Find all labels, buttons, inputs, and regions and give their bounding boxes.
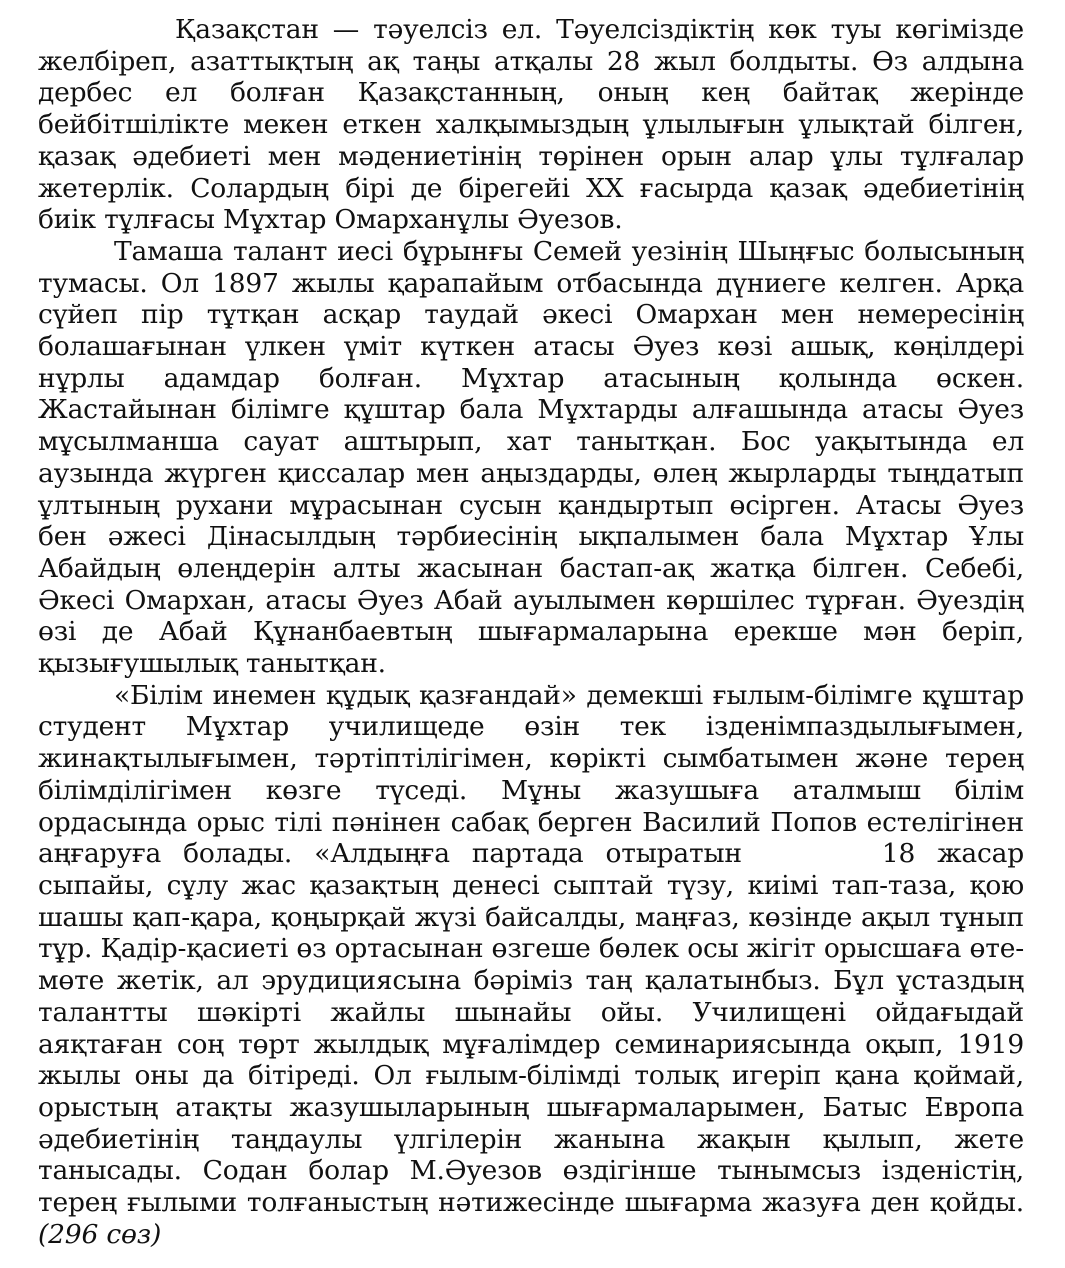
word-count: (296 сөз) <box>38 1218 162 1250</box>
paragraph-intro <box>38 14 1024 236</box>
paragraph-biography-text: Тамаша талант иесі бұрынғы Семей уезінің Шыңғыс болысының тумасы. Ол 1897 жылы қарапайым отбасында дүниеге келген. Арқа сүйеп пір тұтқан асқар таудай әкесі Омархан мен немересінің болашағынан үлкен үміт күткен атасы Әуез көзі ашық, көңілдері нұрлы адамдар болған. Мұхтар атасының қолында өскен. Жастайынан білімге құштар бала Мұхтарды алғашында атасы Әуез мұсылманша сауат аштырып, хат танытқан. Бос уақытында ел аузында жүрген қиссалар мен аңыздарды, өлең жырларды тыңдатып ұлтының рухани мұрасынан сусын қандыртып өсірген. Атасы Әуез бен әжесі Дінасылдың тәрбиесінің ықпалымен бала Мұхтар Ұлы Абайдың өлеңдерін алты жасынан бастап-ақ жатқа білген. Себебі, Әкесі Омархан, атасы Әуез Абай ауылымен көршілес тұрған. Әуездің өзі де Абай Құнанбаевтың шығармаларына ерекше мән беріп, қызығушылық танытқан. <box>38 235 1024 680</box>
paragraph-intro-text: Қазақстан — тәуелсіз ел. Тәуелсіздіктің көк туы көгімізде желбіреп, азаттықтың ақ таңы атқалы 28 жыл болдыты. Өз алдына дербес ел болған Қазақстанның, оның кең байтақ жерінде бейбітшілікте мекен еткен халқымыздың ұлылығын ұлықтай білген, қазақ әдебиеті мен мәдениетінің төрінен орын алар ұлы тұлғалар жетерлік. Солардың бірі де бірегейі ХХ ғасырда қазақ әдебиетінің биік тұлғасы Мұхтар Омарханұлы Әуезов. <box>38 14 1024 236</box>
paragraph-education-text-part2: 18 жасар сыпайы, сұлу жас қазақтың денесі сыптай түзу, киімі тап-таза, қою шашы қап-қара, қоңырқай жүзі байсалды, маңғаз, көзінде ақыл тұнып тұр. Қадір-қасиеті өз ортасынан өзгеше бөлек осы жігіт орысшаға өте-мөте жетік, ал эрудициясына бәріміз таң қалатынбыз. Бұл ұстаздың талантты шәкірті жайлы шынайы ойы. Училищені ойдағыдай аяқтаған соң төрт жылдық мұғалімдер семинариясында оқып, 1919 жылы оны да бітіреді. Ол ғылым-білімді толық игеріп қана қоймай, орыстың атақты жазушыларының шығармаларымен, Батыс Европа әдебиетінің таңдаулы үлгілерін жанына жақын қылып, жете танысады. Содан болар М.Әуезов өздігінше тынымсыз ізденістің, терең ғылыми толғаныстың нәтижесінде шығарма жазуға ден қойды. <box>38 838 1025 1219</box>
paragraph-education-text-part1: «Білім инемен құдық қазғандай» демекші ғылым-білімге құштар студент Мұхтар училищеде өзін тек ізденімпаздылығымен, жинақтылығымен, тәртіптілігімен, көрікті сымбатымен және терең білімділігімен көзге түседі. Мұны жазушыға аталмыш білім ордасында орыс тілі пәнінен сабақ берген Василий Попов естелігінен аңғаруға болады. «Алдыңға партада отыратын <box>38 679 1024 870</box>
paragraph-education <box>38 680 1024 1251</box>
paragraph-biography <box>38 236 1024 680</box>
document-page <box>38 14 1024 1250</box>
